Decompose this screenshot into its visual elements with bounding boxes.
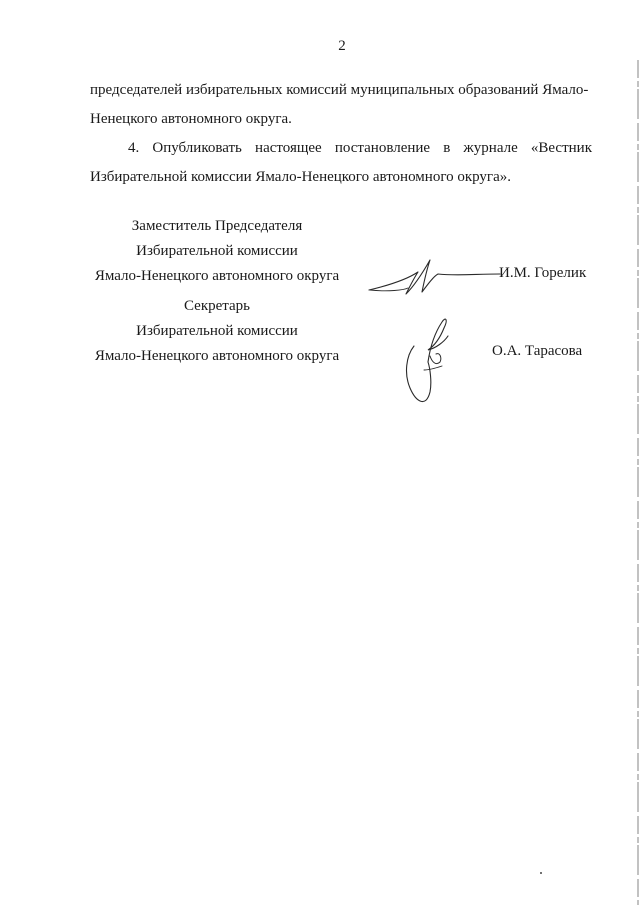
signatory-title-line: Ямало-Ненецкого автономного округа [94, 348, 340, 364]
signatory-title-line: Избирательной комиссии [136, 323, 298, 339]
paragraph-line: Избирательной комиссии Ямало-Ненецкого автономного округа». [90, 169, 511, 185]
paragraph-continuation [90, 76, 592, 134]
scan-speck [540, 872, 542, 874]
signatory-title-line: Ямало-Ненецкого автономного округа [94, 268, 340, 284]
signatory-title-line: Заместитель Председателя [131, 218, 303, 234]
signatory-title-secretary [92, 294, 342, 369]
page-number: 2 [338, 38, 346, 54]
paragraph-line: Ненецкого автономного округа. [90, 111, 292, 127]
signatory-title-deputy-chairman [92, 214, 342, 289]
scan-edge-artifact [636, 60, 640, 905]
signatory-title-line: Секретарь [183, 298, 251, 314]
paragraph-line: 4. Опубликовать настоящее постановление в журнале «Вестник [128, 140, 592, 156]
signatory-name-gorelik: И.М. Горелик [499, 265, 587, 281]
signatory-title-line: Избирательной комиссии [136, 243, 298, 259]
signatory-name-tarasova: О.А. Тарасова [492, 343, 583, 359]
handwritten-signature-gorelik [366, 256, 506, 304]
paragraph-line: председателей избирательных комиссий муниципальных образований Ямало- [90, 82, 589, 98]
paragraph-item-4 [90, 134, 592, 192]
handwritten-signature-tarasova [400, 312, 460, 412]
